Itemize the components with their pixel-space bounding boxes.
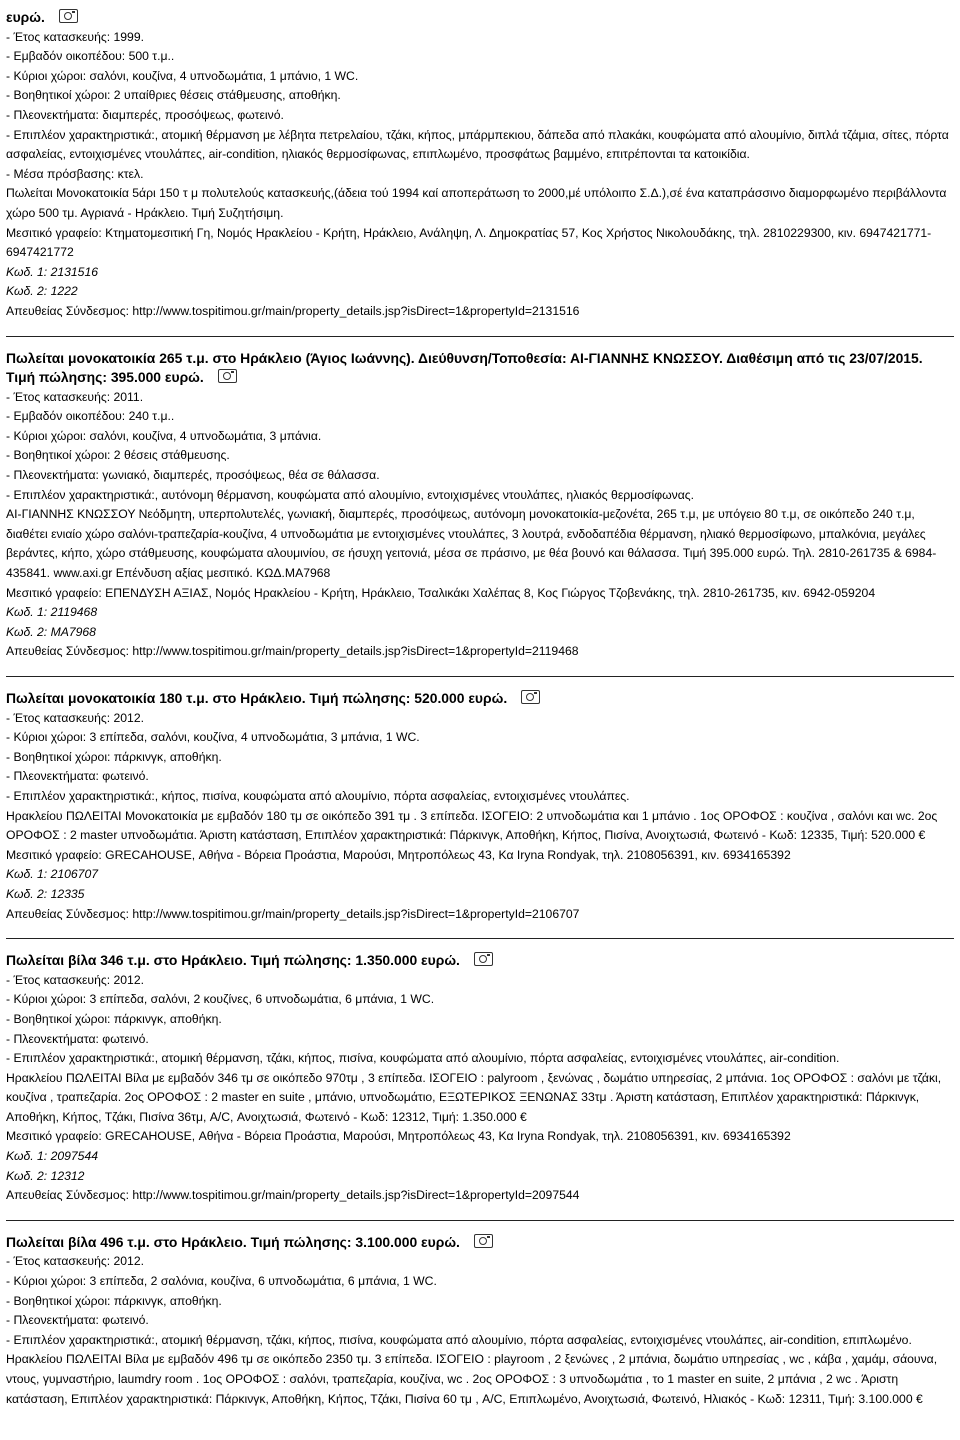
spec-line: - Κύριοι χώροι: σαλόνι, κουζίνα, 4 υπνοδωμάτια, 1 μπάνιο, 1 WC. bbox=[6, 68, 359, 83]
listing-2 bbox=[6, 689, 954, 924]
listing-3 bbox=[6, 951, 954, 1206]
spec-line: - Έτος κατασκευής: 2012. bbox=[6, 710, 144, 725]
spec-line: - Βοηθητικοί χώροι: πάρκινγκ, αποθήκη. bbox=[6, 749, 222, 764]
spec-line: - Βοηθητικοί χώροι: πάρκινγκ, αποθήκη. bbox=[6, 1011, 222, 1026]
direct-link[interactable]: Απευθείας Σύνδεσμος: http://www.tospitimou.gr/main/property_details.jsp?isDirect=1&propertyId=2119468 bbox=[6, 644, 579, 659]
description: Ηρακλείου ΠΩΛΕΙΤΑΙ Βίλα με εμβαδόν 346 τμ σε οικόπεδο 970τμ , 3 επίπεδα. ΙΣΟΓΕΙΟ : palyroom , ξενώνας , δωμάτιο υπηρεσίας, 2 μπάνια. 1ος ΟΡΟΦΟΣ : σαλόνι με τζάκι, κουζίνα , τραπεζαρία. 2ος ΟΡΟΦΟΣ : 2 master en suite , μπάνιο, υπνοδωμάτιο, ΕΞΩΤΕΡΙΚΟΣ ΞΕΝΩΝΑΣ 33τμ . Άριστη κατάσταση, Επιπλέον χαρακτηριστικά: Πάρκινγκ, Αποθήκη, Κήπος, Τζάκι, Πισίνα 36τμ, A/C, Ανοιχτωσιά, Φωτεινό - Κωδ: 12312, Τιμή: 1.350.000 € bbox=[6, 1070, 942, 1124]
spec-line: - Έτος κατασκευής: 2012. bbox=[6, 972, 144, 987]
spec-line: - Έτος κατασκευής: 2011. bbox=[6, 389, 144, 404]
spec-line: - Πλεονεκτήματα: φωτεινό. bbox=[6, 1313, 149, 1328]
spec-line: - Επιπλέον χαρακτηριστικά:, ατομική θέρμανση, τζάκι, κήπος, πισίνα, κουφώματα από αλουμίνιο, πόρτα ασφαλείας, εντοιχισμένες ντουλάπες, air-condition. bbox=[6, 1051, 840, 1066]
spec-line: - Εμβαδόν οικοπέδου: 500 τ.μ.. bbox=[6, 49, 175, 64]
camera-icon[interactable] bbox=[521, 690, 540, 704]
listing-4-title: Πωλείται βίλα 496 τ.μ. στο Ηράκλειο. Τιμή πώλησης: 3.100.000 ευρώ. bbox=[6, 1233, 954, 1253]
description: ΑΙ-ΓΙΑΝΝΗΣ ΚΝΩΣΣΟΥ Νεόδμητη, υπερπολυτελές, γωνιακή, διαμπερές, προσόψεως, αυτόνομη μονοκατοικία-μεζονέτα, 265 τ.μ, με υπόγειο 80 τ.μ, σε οικόπεδο 240 τ.μ, διαθέτει ενιαίο χώρο σαλόνι-τραπεζαρία-κουζίνα, 4 υπνοδωμάτια με εντοιχισμένες ντουλάπες, 3 λουτρά, ενδοδαπέδια θέρμανση, ηλιακό θερμοσίφωνο, μπαλκόνια, μεγάλες βεράντες, κήπο, χώρο στάθμευσης, κουφώματα αλουμινίου, σε ήσυχη γειτονιά, μέσα σε πράσινο, με θέα βουνό και θάλασσα. Τιμή 395.000 ευρώ. Τηλ. 2810-261735 & 6984-435841. www.axi.gr Επένδυση αξίας μεσιτικό. ΚΩΔ.ΜΑ7968 bbox=[6, 507, 937, 581]
direct-link[interactable]: Απευθείας Σύνδεσμος: http://www.tospitimou.gr/main/property_details.jsp?isDirect=1&propertyId=2131516 bbox=[6, 303, 580, 318]
divider bbox=[6, 1206, 954, 1221]
spec-line: - Επιπλέον χαρακτηριστικά:, κήπος, πισίνα, κουφώματα από αλουμίνιο, πόρτα ασφαλείας, εντοιχισμένες ντουλάπες. bbox=[6, 788, 630, 803]
broker: Μεσιτικό γραφείο: GRECAHOUSE, Αθήνα - Βόρεια Προάστια, Μαρούσι, Μητροπόλεως 43, Κα Iryna Rondyak, τηλ. 2108056391, κιν. 6934165392 bbox=[6, 847, 791, 862]
listing-1-title: Πωλείται μονοκατοικία 265 τ.μ. στο Ηράκλειο (Άγιος Ιωάννης). Διεύθυνση/Τοποθεσία: ΑΙ-ΓΙΑΝΝΗΣ ΚΝΩΣΣΟΥ. Διαθέσιμη από τις 23/07/2015. Τιμή πώλησης: 395.000 ευρώ. bbox=[6, 349, 923, 386]
spec-line: - Κύριοι χώροι: σαλόνι, κουζίνα, 4 υπνοδωμάτια, 3 μπάνια. bbox=[6, 428, 322, 443]
listing-0-price: ευρώ. bbox=[6, 0, 954, 28]
spec-line: - Πλεονεκτήματα: φωτεινό. bbox=[6, 769, 149, 784]
camera-icon[interactable] bbox=[474, 1234, 493, 1248]
listing-3-title: Πωλείται βίλα 346 τ.μ. στο Ηράκλειο. Τιμή πώλησης: 1.350.000 ευρώ. bbox=[6, 951, 954, 971]
extras-line: - Επιπλέον χαρακτηριστικά:, ατομική θέρμανση με λέβητα πετρελαίου, τζάκι, κήπος, μπάρμπεκιου, δάπεδα από πλακάκι, κουφώματα από αλουμίνιο, διπλά τζάμια, σίτες, πόρτα ασφαλείας, εντοιχισμένες ντουλάπες, air-condition, ηλιακός θερμοσίφωνας, επιπλωμένο, προσφάτως βαμμένο, επιτρέπονται τα κατοικίδια. bbox=[6, 127, 949, 162]
code-2: Κωδ. 2: ΜΑ7968 bbox=[6, 624, 96, 639]
broker: Μεσιτικό γραφείο: ΕΠΕΝΔΥΣΗ ΑΞΙΑΣ, Νομός Ηρακλείου - Κρήτη, Ηράκλειο, Τσαλικάκι Χαλέπας 8, Κος Γιώργος Τζοβενάκης, τηλ. 2810-261735, κιν. 6942-059204 bbox=[6, 585, 876, 600]
listing-2-title: Πωλείται μονοκατοικία 180 τ.μ. στο Ηράκλειο. Τιμή πώλησης: 520.000 ευρώ. bbox=[6, 689, 954, 709]
broker: Μεσιτικό γραφείο: Κτηματομεσιτική Γη, Νομός Ηρακλείου - Κρήτη, Ηράκλειο, Ανάληψη, Λ. Δημοκρατίας 57, Κος Χρήστος Νικολουδάκης, τηλ. 2810229300, κιν. 6947421771-6947421772 bbox=[6, 225, 932, 260]
divider bbox=[6, 322, 954, 337]
code-1: Κωδ. 1: 2131516 bbox=[6, 264, 99, 279]
spec-line: - Βοηθητικοί χώροι: 2 θέσεις στάθμευσης. bbox=[6, 448, 230, 463]
code-1: Κωδ. 1: 2106707 bbox=[6, 867, 99, 882]
spec-line: - Επιπλέον χαρακτηριστικά:, αυτόνομη θέρμανση, κουφώματα από αλουμίνιο, εντοιχισμένες ντουλάπες, ηλιακός θερμοσίφωνας. bbox=[6, 487, 695, 502]
spec-line: - Πλεονεκτήματα: διαμπερές, προσόψεως, φωτεινό. bbox=[6, 107, 284, 122]
spec-line: - Πλεονεκτήματα: φωτεινό. bbox=[6, 1031, 149, 1046]
camera-icon[interactable] bbox=[218, 369, 237, 383]
description: Ηρακλείου ΠΩΛΕΙΤΑΙ Βίλα με εμβαδόν 496 τμ σε οικόπεδο 2350 τμ. 3 επίπεδα. ΙΣΟΓΕΙΟ : playroom , 2 ξενώνες , 2 μπάνια, δωμάτιο υπηρεσίας , wc , κάβα , χαμάμ, σάουνα, ντους, γυμναστήριο, laumdry room . 1ος ΟΡΟΦΟΣ : σαλόνι, τραπεζαρία, κουζίνα, wc . 2ος ΟΡΟΦΟΣ : 3 υπνοδωμάτια , το 1 master en suite, 2 μπάνια , 2 wc . Άριστη κατάσταση, Επιπλέον χαρακτηριστικά: Πάρκινγκ, Αποθήκη, Κήπος, Τζάκι, Πισίνα 60 τμ , A/C, Επιπλωμένο, Ανοιχτωσιά, Φωτεινό, Ηλιακός - Κωδ: 12311, Τιμή: 3.100.000 € bbox=[6, 1352, 938, 1406]
broker: Μεσιτικό γραφείο: GRECAHOUSE, Αθήνα - Βόρεια Προάστια, Μαρούσι, Μητροπόλεως 43, Κα Iryna Rondyak, τηλ. 2108056391, κιν. 6934165392 bbox=[6, 1129, 791, 1144]
spec-line: - Κύριοι χώροι: 3 επίπεδα, 2 σαλόνια, κουζίνα, 6 υπνοδωμάτια, 6 μπάνια, 1 WC. bbox=[6, 1274, 437, 1289]
spec-line: - Εμβαδόν οικοπέδου: 240 τ.μ.. bbox=[6, 409, 175, 424]
direct-link[interactable]: Απευθείας Σύνδεσμος: http://www.tospitimou.gr/main/property_details.jsp?isDirect=1&propertyId=2097544 bbox=[6, 1188, 580, 1203]
description: Πωλείται Μονοκατοικία 5άρι 150 τ μ πολυτελούς κατασκευής,(άδεια τού 1994 καί αποπεράτωση το 2000,μέ υπόλοιπο Σ.Δ.),σέ ένα καταπράσσινο διαμορφωμένο περιβάλλοντα χώρο 500 τμ. Αγριανά - Ηράκλειο. Τιμή Συζητήσιμη. bbox=[6, 186, 947, 220]
description: Ηρακλείου ΠΩΛΕΙΤΑΙ Μονοκατοικία με εμβαδόν 180 τμ σε οικόπεδο 391 τμ . 3 επίπεδα. ΙΣΟΓΕΙΟ: 2 υπνοδωμάτια και 1 μπάνιο . 1ος ΟΡΟΦΟΣ : κουζίνα , σαλόνι και wc. 2ος ΟΡΟΦΟΣ : 2 master υπνοδωμάτια. Άριστη κατάσταση, Επιπλέον χαρακτηριστικά: Πάρκινγκ, Αποθήκη, Κήπος, Πισίνα, Ανοιχτωσιά, Φωτεινό - Κωδ: 12335, Τιμή: 520.000 € bbox=[6, 808, 938, 843]
spec-line: - Πλεονεκτήματα: γωνιακό, διαμπερές, προσόψεως, θέα σε θάλασσα. bbox=[6, 468, 380, 483]
spec-line: - Έτος κατασκευής: 1999. bbox=[6, 29, 144, 44]
direct-link[interactable]: Απευθείας Σύνδεσμος: http://www.tospitimou.gr/main/property_details.jsp?isDirect=1&propertyId=2106707 bbox=[6, 906, 580, 921]
listing-4 bbox=[6, 1233, 954, 1409]
spec-line: - Κύριοι χώροι: 3 επίπεδα, σαλόνι, 2 κουζίνες, 6 υπνοδωμάτια, 6 μπάνια, 1 WC. bbox=[6, 992, 435, 1007]
camera-icon[interactable] bbox=[59, 9, 78, 23]
code-1: Κωδ. 1: 2097544 bbox=[6, 1149, 99, 1164]
listing-1 bbox=[6, 349, 954, 663]
divider bbox=[6, 662, 954, 677]
code-1: Κωδ. 1: 2119468 bbox=[6, 605, 98, 620]
camera-icon[interactable] bbox=[474, 952, 493, 966]
code-2: Κωδ. 2: 12312 bbox=[6, 1168, 85, 1183]
spec-line: - Βοηθητικοί χώροι: 2 υπαίθριες θέσεις στάθμευσης, αποθήκη. bbox=[6, 88, 341, 103]
divider bbox=[6, 924, 954, 939]
spec-line: - Έτος κατασκευής: 2012. bbox=[6, 1254, 144, 1269]
spec-line: - Βοηθητικοί χώροι: πάρκινγκ, αποθήκη. bbox=[6, 1293, 222, 1308]
listing-0 bbox=[6, 0, 954, 322]
code-2: Κωδ. 2: 12335 bbox=[6, 886, 85, 901]
extras-line: - Επιπλέον χαρακτηριστικά:, ατομική θέρμανση, τζάκι, κήπος, πισίνα, κουφώματα από αλουμίνιο, πόρτα ασφαλείας, εντοιχισμένες ντουλάπες, air-condition, επιπλωμένο. bbox=[6, 1332, 912, 1347]
spec-line: - Κύριοι χώροι: 3 επίπεδα, σαλόνι, κουζίνα, 4 υπνοδωμάτια, 3 μπάνια, 1 WC. bbox=[6, 730, 420, 745]
code-2: Κωδ. 2: 1222 bbox=[6, 284, 78, 299]
access-line: - Μέσα πρόσβασης: κτελ. bbox=[6, 166, 144, 181]
